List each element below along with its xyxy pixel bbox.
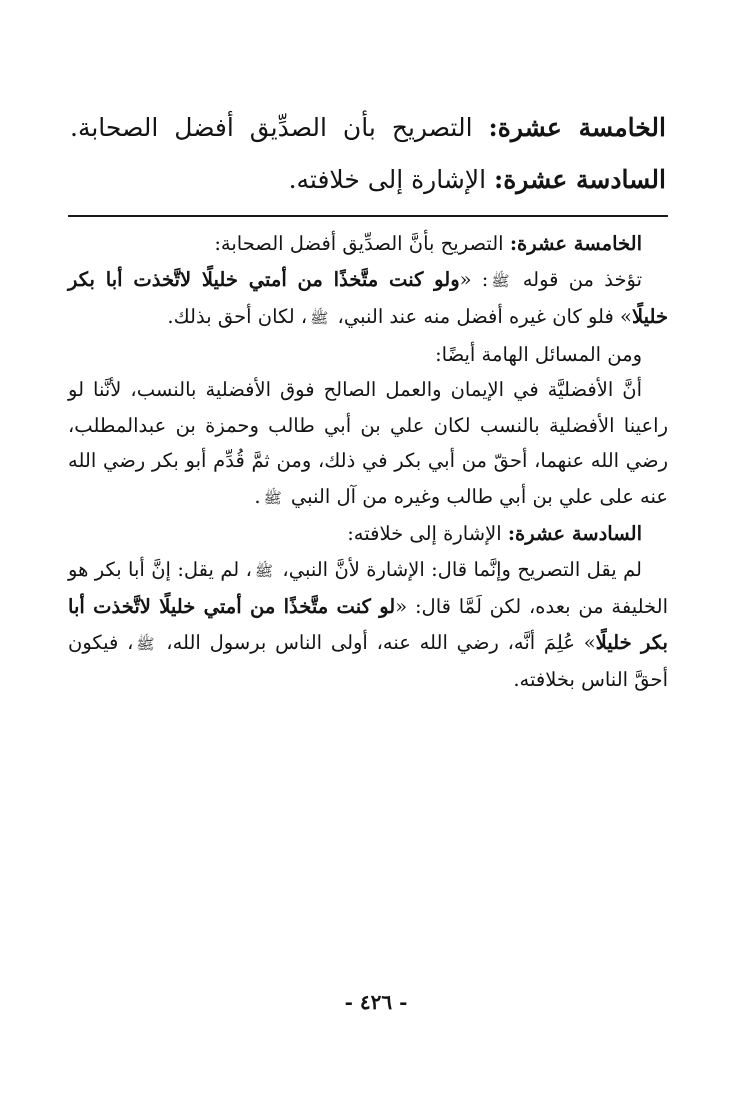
main-text-16: الإشارة إلى خلافته. — [288, 165, 494, 194]
footnote-divider — [68, 215, 668, 217]
main-text — [70, 102, 666, 206]
hadith-quote: ولو كنت متَّخذًا من أمتي خليلًا لاتَّخذت أبا بكر خليلًا — [68, 267, 668, 328]
commentary-label-15: الخامسة عشرة: — [509, 232, 642, 255]
salawat-mark: ﷺ — [263, 488, 282, 507]
issues-intro: ومن المسائل الهامة أيضًا: — [435, 342, 642, 366]
commentary-text: : « — [459, 267, 489, 291]
commentary-text: ، لم يقل: إنَّ أبا بكر هو الخليفة من بعده، لكن لَمَّا قال: « — [68, 557, 668, 618]
page-number: - ٤٢٦ - — [344, 990, 408, 1014]
commentary-text: تؤخذ من قوله — [512, 267, 643, 291]
commentary-paragraph-15 — [68, 262, 668, 337]
commentary-heading-text-15: التصريح بأنَّ الصدِّيق أفضل الصحابة: — [214, 232, 510, 255]
main-text-15: التصريح بأن الصدِّيق أفضل الصحابة. — [70, 113, 489, 142]
commentary — [68, 226, 668, 698]
commentary-label-16: السادسة عشرة: — [507, 522, 642, 545]
hadith-quote: لو كنت متَّخذًا من أمتي خليلًا لاتَّخذت أبا بكر خليلًا — [68, 595, 668, 654]
salawat-mark: ﷺ — [310, 309, 329, 327]
issues-paragraph — [68, 372, 668, 516]
salawat-mark: ﷺ — [491, 271, 510, 290]
main-label-16: السادسة عشرة: — [493, 165, 666, 194]
salawat-mark: ﷺ — [136, 634, 155, 653]
commentary-text: ، فيكون أحقَّ الناس بخلافته. — [68, 630, 668, 691]
commentary-text: » عُلِمَ أنَّه، رضي الله عنه، أولى الناس برسول الله، — [157, 630, 596, 654]
commentary-heading-16 — [68, 516, 668, 552]
commentary-heading-15 — [68, 226, 668, 262]
commentary-text: أنَّ الأفضليَّة في الإيمان والعمل الصالح فوق الأفضلية بالنسب، لأنَّنا لو راعينا الأفضلية بالنسب لكان علي بن أبي طالب وحمزة بن عبدالمطلب، رضي الله عنهما، أحقّ من أبي بكر في ذلك، ومن ثمَّ قُدِّم أبو بكر رضي الله عنه على علي بن أبي طالب وغيره من آل النبي — [68, 378, 668, 508]
commentary-text: ، لكان أحق بذلك. — [167, 305, 308, 328]
commentary-text: . — [254, 484, 261, 508]
main-label-15: الخامسة عشرة: — [488, 113, 666, 142]
commentary-text: لم يقل التصريح وإنَّما قال: الإشارة لأنَّ النبي، — [276, 557, 642, 581]
commentary-paragraph-16 — [68, 552, 668, 698]
salawat-mark: ﷺ — [254, 561, 274, 580]
commentary-text: » فلو كان غيره أفضل منه عند النبي، — [331, 305, 632, 328]
commentary-heading-text-16: الإشارة إلى خلافته: — [347, 522, 508, 545]
